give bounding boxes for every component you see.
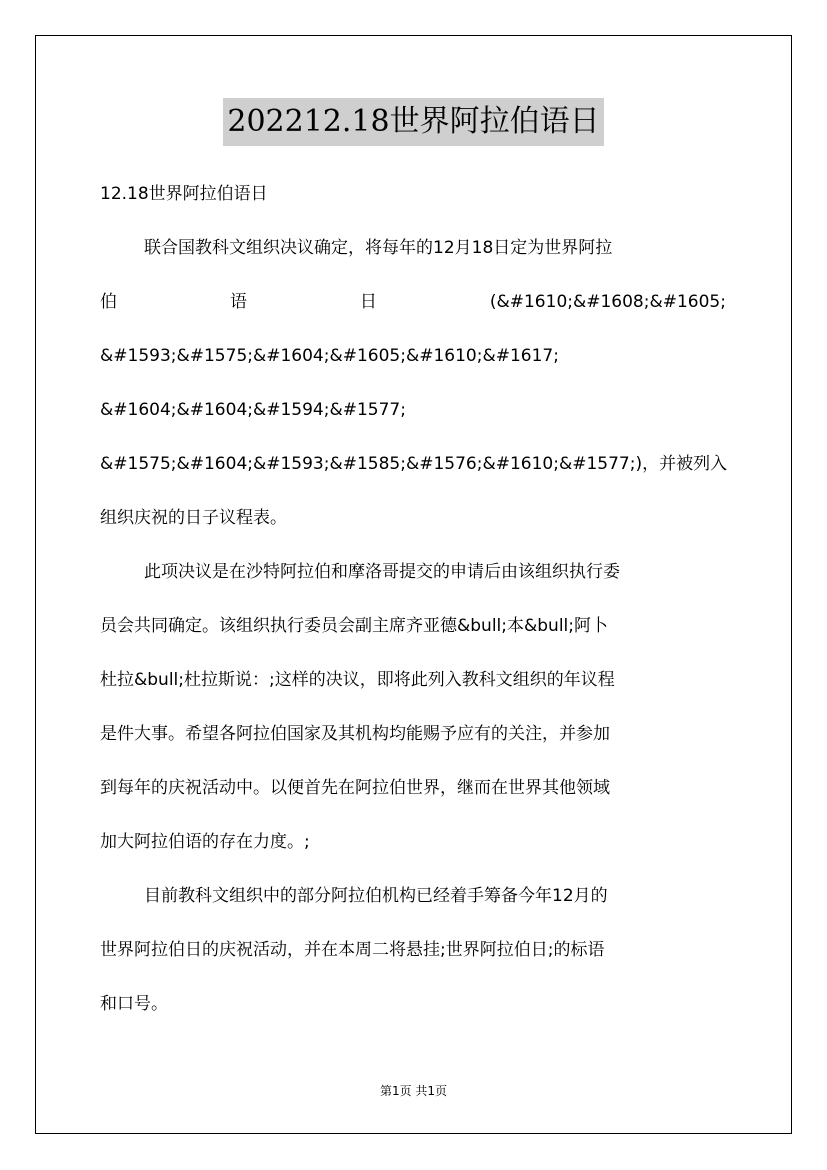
paragraph-line: 加大阿拉伯语的存在力度。; — [100, 832, 310, 852]
paragraph-line: &#1575;&#1604;&#1593;&#1585;&#1576;&#1610;&#1577;)，并被列入 — [100, 454, 728, 474]
text-fragment: 语 — [229, 292, 247, 312]
paragraph-line: 联合国教科文组织决议确定，将每年的12月18日定为世界阿拉 — [144, 238, 613, 258]
text-fragment: (&#1610;&#1608;&#1605; — [489, 292, 726, 312]
paragraph-line: &#1593;&#1575;&#1604;&#1605;&#1610;&#1617; — [100, 346, 559, 366]
paragraph-line — [100, 284, 726, 338]
paragraph-line: 是件大事。希望各阿拉伯国家及其机构均能赐予应有的关注，并参加 — [100, 724, 610, 744]
paragraph-line: 组织庆祝的日子议程表。 — [100, 508, 287, 528]
paragraph-line: 员会共同确定。该组织执行委员会副主席齐亚德&bull;本&bull;阿卜 — [100, 616, 608, 636]
paragraph-line: 此项决议是在沙特阿拉伯和摩洛哥提交的申请后由该组织执行委 — [144, 562, 620, 582]
document-body — [100, 176, 726, 1040]
text-fragment: 日 — [359, 292, 377, 312]
paragraph-line: 杜拉&bull;杜拉斯说：;这样的决议，即将此列入教科文组织的年议程 — [100, 670, 615, 690]
paragraph-line: 世界阿拉伯日的庆祝活动，并在本周二将悬挂;世界阿拉伯日;的标语 — [100, 940, 605, 960]
text-fragment: 伯 — [100, 292, 117, 312]
subtitle: 12.18世界阿拉伯语日 — [100, 184, 268, 204]
paragraph-line: 目前教科文组织中的部分阿拉伯机构已经着手筹备今年12月的 — [144, 886, 608, 906]
paragraph-line: 和口号。 — [100, 994, 168, 1014]
page-footer: 第1页 共1页 — [379, 1084, 448, 1098]
paragraph-line: 到每年的庆祝活动中。以便首先在阿拉伯世界，继而在世界其他领域 — [100, 778, 610, 798]
paragraph-line: &#1604;&#1604;&#1594;&#1577; — [100, 400, 406, 420]
document-title: 202212.18世界阿拉伯语日 — [223, 98, 603, 146]
title-container — [0, 98, 827, 146]
